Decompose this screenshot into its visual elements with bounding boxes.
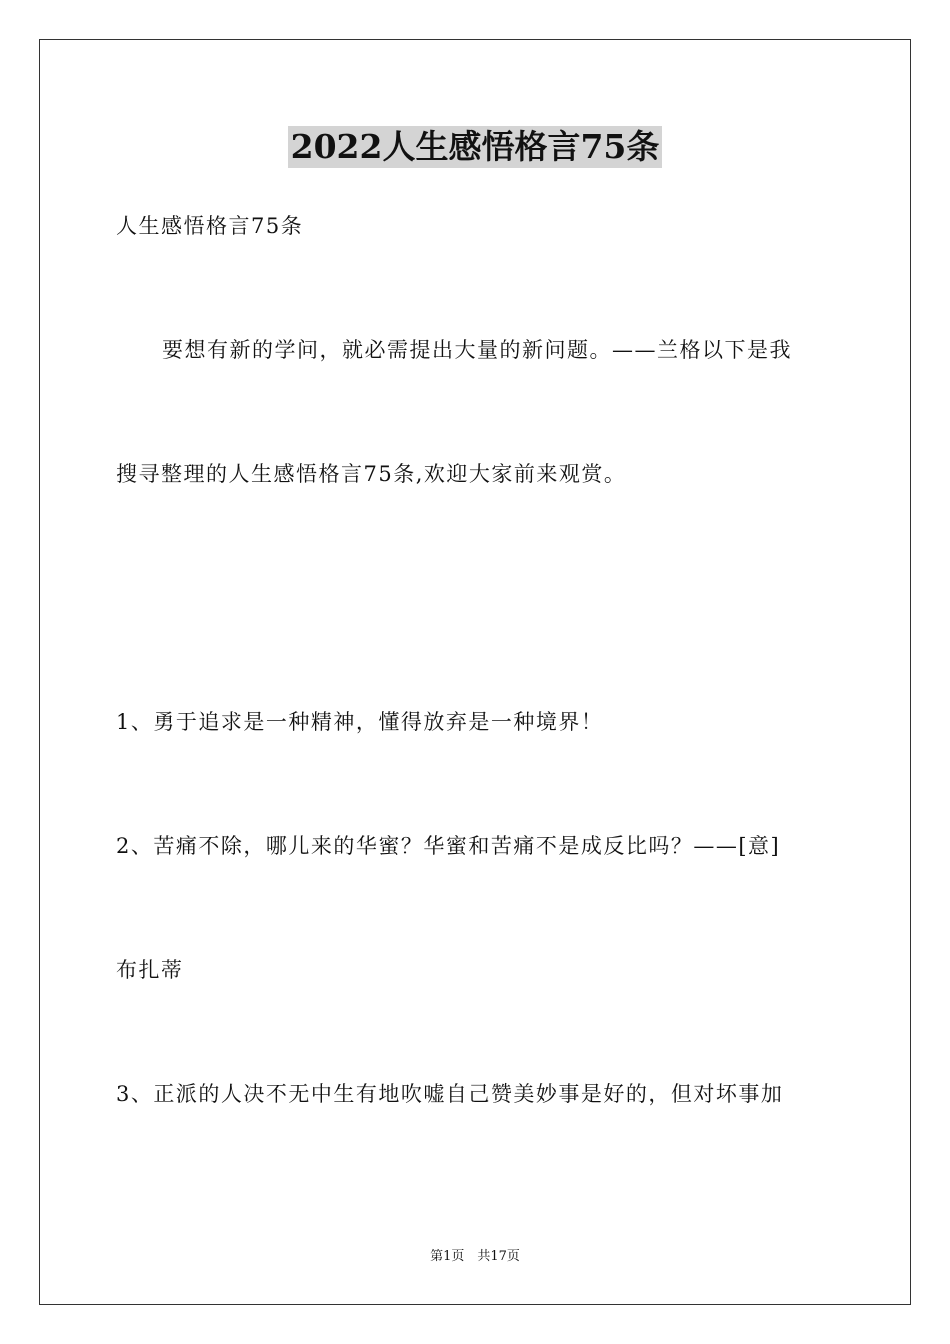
paragraph-line-1: 要想有新的学问，就必需提出大量的新问题。——兰格以下是我 bbox=[162, 338, 792, 362]
list-item-1: 1、勇于追求是一种精神，懂得放弃是一种境界！ bbox=[116, 710, 604, 734]
list-item-3: 3、正派的人决不无中生有地吹嘘自己赞美妙事是好的，但对坏事加 bbox=[116, 1082, 784, 1106]
paragraph-line-2: 搜寻整理的人生感悟格言75条,欢迎大家前来观赏。 bbox=[116, 462, 627, 486]
document-title: 2022人生感悟格言75条 bbox=[288, 126, 663, 168]
list-item-2: 2、苦痛不除，哪儿来的华蜜？华蜜和苦痛不是成反比吗？——[意] bbox=[116, 834, 781, 858]
list-item-2-continuation: 布扎蒂 bbox=[116, 958, 184, 982]
title-container bbox=[0, 126, 950, 168]
page-footer: 第1页 共17页 bbox=[430, 1249, 520, 1264]
document-subtitle: 人生感悟格言75条 bbox=[116, 214, 304, 238]
